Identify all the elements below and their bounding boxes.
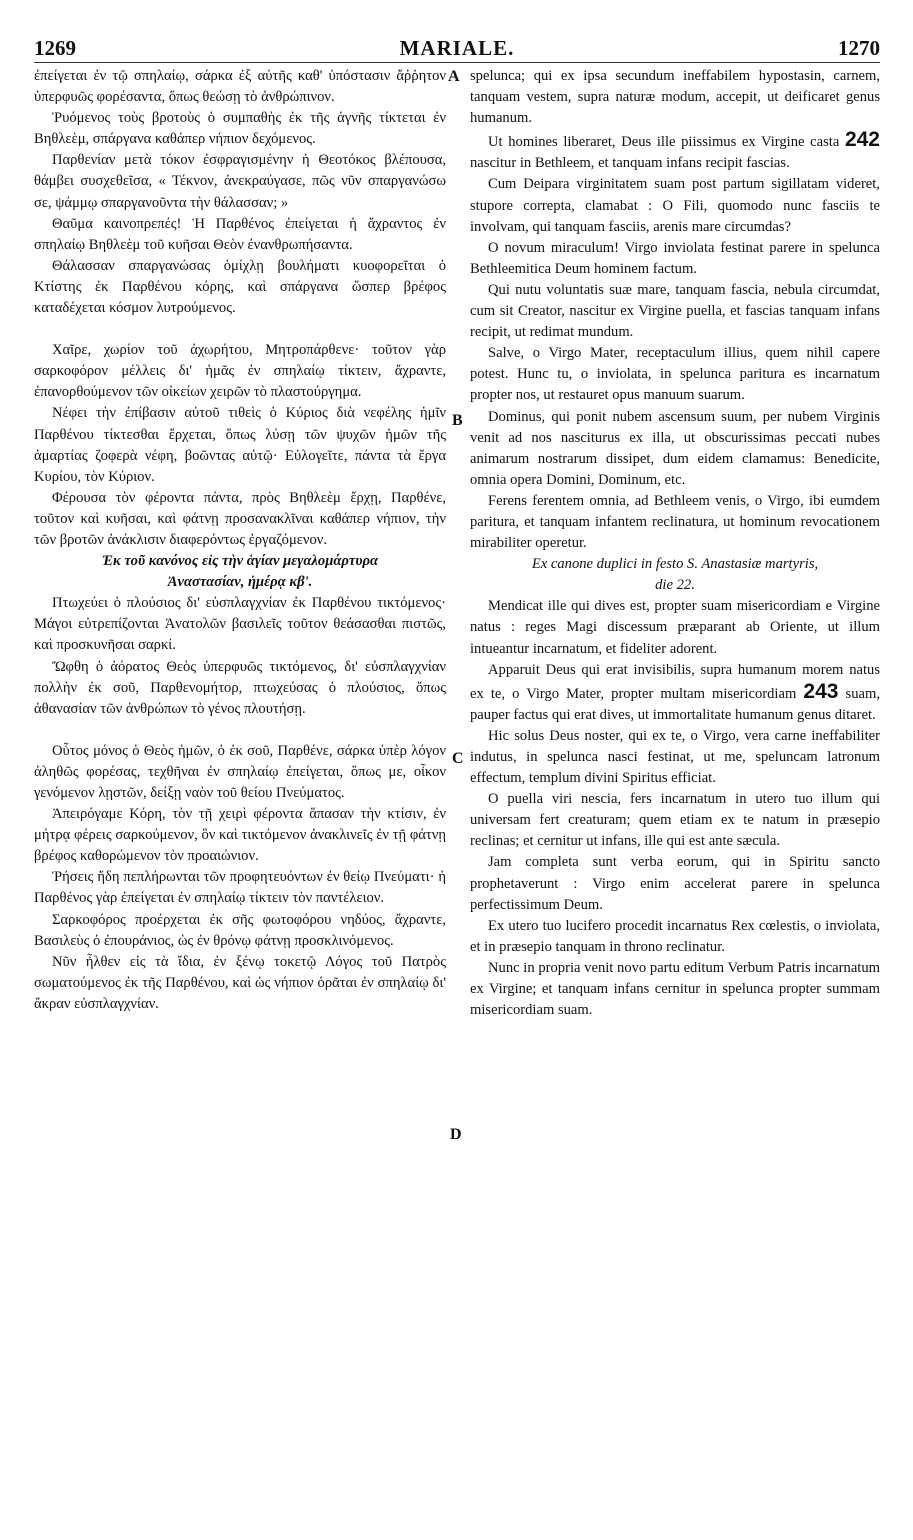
latin-paragraph: Cum Deipara virginitatem suam post partum sigillatam videret, stupore correpta, clamabat : O Fili, quomodo nunc fasciis te involvam, qui tanquam fasciis, arenis mare circumdas? [470,176,880,235]
greek-column [34,66,446,1015]
latin-paragraph: Ex utero tuo lucifero procedit incarnatus Rex cœlestis, o inviolata, et in præsepio tanquam in throno reclinatur. [470,917,880,955]
greek-paragraph: Ῥήσεις ἤδη πεπλήρωνται τῶν προφητευόντων ἐν θείῳ Πνεύματι· ἡ Παρθένος γὰρ ἐπείγεται ἐν σπηλαίῳ τίκτειν τὸν παντέλειον. [34,869,446,907]
latin-paragraph: O puella viri nescia, fers incarnatum in utero tuo illum qui universam fert creaturam; quem etiam ex te natum in præsepio reclinas; et cernitur ut infans, ille qui est ante sæcula. [470,791,880,850]
greek-section-heading-day: Ἀναστασίαν, ἡμέρᾳ κβ'. [167,574,313,591]
greek-paragraph: Ὤφθη ὁ ἀόρατος Θεὸς ὑπερφυῶς τικτόμενος, δι' εὐσπλαγχνίαν πολλὴν ἐκ σοῦ, Παρθενομήτορ, πτωχεύσας ὁ πλούσιος, ὅπως ἀθανασίαν τῶν ἀνθρώπων τὸ γένος πλουτήσῃ. [34,658,446,717]
page-header [34,36,880,60]
greek-paragraph: Χαῖρε, χωρίον τοῦ ἀχωρήτου, Μητροπάρθενε· τοῦτον γὰρ σαρκοφόρον μέλλεις δι' ἡμᾶς ἐν σπηλαίῳ τίκτειν, ἄχραντε, ἐπανορθούμενον τῶν οἰκείων χειρῶν τὸ πλαστούργημα. [34,342,446,401]
greek-paragraph: Ῥυόμενος τοὺς βροτοὺς ὁ συμπαθὴς ἐκ τῆς ἁγνῆς τίκτεται ἐν Βηθλεὲμ, σπάργανα καθάπερ νήπιον δεχόμενος. [34,110,446,148]
latin-paragraph: Jam completa sunt verba eorum, qui in Spiritu sancto prophetaverunt : Virgo enim accelerat parere in spelunca perfectissimum Deum. [470,854,880,913]
greek-paragraph: Φέρουσα τὸν φέροντα πάντα, πρὸς Βηθλεὲμ ἔρχῃ, Παρθένε, τοῦτον καὶ κυῆσαι, καὶ φάτνῃ προσανακλῖναι καθάπερ νήπιον, τὴν τῶν βροτῶν ἀνάκλισιν διαφερόντως ἐργαζόμενον. [34,489,446,548]
latin-text: nascitur in Bethleem, et tanquam infans recipit fascias. [470,155,790,172]
latin-paragraph: Dominus, qui ponit nubem ascensum suum, per nubem Virginis venit ad nos nasciturus ex illa, ut obscurissimas peccati nubes animarum nostrarum dissipet, dum eidem clamamus: Benedicite, omnia opera Domini, Dominum, etc. [470,408,880,488]
greek-paragraph: Σαρκοφόρος προέρχεται ἐκ σῆς φωτοφόρου νηδύος, ἄχραντε, Βασιλεὺς ὁ ἐπουράνιος, ὡς ἐν θρόνῳ φάτνῃ προσκλινόμενος. [34,911,446,949]
migne-column-number: 243 [803,679,839,703]
running-title: MARIALE. [399,36,515,60]
greek-paragraph: Παρθενίαν μετὰ τόκον ἐσφραγισμένην ἡ Θεοτόκος βλέπουσα, θάμβει συσχεθεῖσα, « Τέκνον, ἀνεκραύγασε, πῶς νῦν σπαργανώσω σε, ψάμμῳ σπαργανοῦντα τὴν θάλασσαν; » [34,152,446,211]
latin-paragraph [470,660,880,726]
greek-paragraph: Πτωχεύει ὁ πλούσιος δι' εὐσπλαγχνίαν ἐκ Παρθένου τικτόμενος· Μάγοι εὐτρεπίζονται Ἀνατολῶν βασιλεῖς τοῦτον θεάσασθαι πιστῶς, καὶ προσκυνῆσαι σαρκί. [34,595,446,654]
greek-paragraph: Οὗτος μόνος ὁ Θεὸς ἡμῶν, ὁ ἐκ σοῦ, Παρθένε, σάρκα ὑπὲρ λόγον ἀληθῶς φορέσας, τεχθῆναι ἐν σπηλαίῳ ἐπείγεται, ὅπως με, οἶκον γενόμενον λῃστῶν, δείξῃ ναὸν τοῦ θείου Πνεύματος. [34,742,446,801]
greek-paragraph: Θάλασσαν σπαργανώσας ὁμίχλῃ βουλήματι κυοφορεῖται ὁ Κτίστης ἐκ Παρθένου κόρης, καὶ σπάργανα ὥσπερ βρέφος καταδέχεται κόσμον λυτρούμενος. [34,257,446,317]
greek-paragraph: ἐπείγεται ἐν τῷ σπηλαίῳ, σάρκα ἐξ αὐτῆς καθ' ὑπόστασιν ἄῤῥητον ὑπερφυῶς φορέσαντα, ὅπως θεώσῃ τὸ ἀνθρώπινον. [34,68,446,106]
latin-section-heading: Ex canone duplici in festo S. Anastasiæ martyris, [531,556,819,573]
greek-paragraph: Ἀπειρόγαμε Κόρη, τὸν τῇ χειρὶ φέροντα ἅπασαν τὴν κτίσιν, ἐν μήτρᾳ φέρεις σαρκούμενον, ὃν καὶ τικτόμενον ἀνακλινεῖς ἐν τῇ φάτνῃ βρέφος καθορώμενον τὸν προαιώνιον. [34,806,446,865]
section-marker-c: C [452,750,464,767]
latin-text: suam, pauper factus qui erat dives, ut immortalitate humanum genus ditaret. [470,685,880,723]
latin-paragraph: Ferens ferentem omnia, ad Bethleem venis, o Virgo, ibi eumdem paritura, et tanquam infantem reclinatura, ut hominum revocationem mirabiliter operetur. [470,492,880,552]
section-marker-b: B [452,412,463,429]
latin-paragraph: Hic solus Deus noster, qui ex te, o Virgo, vera carne ineffabiliter indutus, in spelunca nasci festinat, ut me, speluncam latronum effectum, templum divini Spiritus efficiat. [470,727,880,787]
latin-text: Apparuit Deus qui erat invisibilis, supra humanum morem natus ex te, o Virgo Mater, propter multam misericordiam [470,661,880,702]
latin-paragraph [470,129,880,174]
greek-paragraph: Θαῦμα καινοπρεπές! Ἡ Παρθένος ἐπείγεται ἡ ἄχραντος ἐν σπηλαίῳ Βηθλεὲμ τοῦ κυῆσαι Θεὸν ἐνανθρωπήσαντα. [34,215,446,253]
latin-section-heading-day: die 22. [655,577,695,594]
greek-section-heading: Ἐκ τοῦ κανόνος εἰς τὴν ἁγίαν μεγαλομάρτυρα [101,553,379,570]
section-marker-d: D [450,1126,462,1143]
latin-paragraph: spelunca; qui ex ipsa secundum ineffabilem hypostasin, carnem, tanquam vestem, supra naturæ modum, accepit, ut deificaret genus humanum. [470,68,880,127]
latin-paragraph: O novum miraculum! Virgo inviolata festinat parere in spelunca Bethleemitica Deum hominem factum. [470,239,880,277]
migne-column-number: 242 [844,128,880,152]
section-marker-a: A [448,68,460,85]
latin-paragraph: Qui nutu voluntatis suæ mare, tanquam fascia, nebula circumdat, cum sit Creator, nascitur ex Virgine puella, et fascias tanquam infans recipit, ut redimat mundum. [470,281,880,341]
header-rule [34,62,880,63]
greek-paragraph: Νέφει τὴν ἐπίβασιν αὐτοῦ τιθεὶς ὁ Κύριος διὰ νεφέλης ἡμῖν Παρθένου τίκτεσθαι ἔρχεται, ὅπως λύσῃ τῶν ψυχῶν ἡμῶν τῆς ἁμαρτίας ζοφερὰ νέφη, βοῶντας αὐτῷ· Εὐλογεῖτε, πάντα τὰ ἔργα Κυρίου, τὸν Κύριον. [34,405,446,485]
greek-paragraph: Νῦν ἦλθεν εἰς τὰ ἴδια, ἐν ξένῳ τοκετῷ Λόγος τοῦ Πατρὸς σωματούμενος ἐκ τῆς Παρθένου, καὶ ὡς νήπιον ὁρᾶται ἐν σπηλαίῳ δι' ἄκραν εὐσπλαγχνίαν. [34,953,446,1012]
latin-paragraph: Nunc in propria venit novo partu editum Verbum Patris incarnatum ex Virgine; et tanquam infans cernitur in spelunca propter summam misericordiam suam. [470,959,880,1019]
latin-paragraph: Mendicat ille qui dives est, propter suam misericordiam e Virgine natus : reges Magi discessum præparant ab Oriente, ut illum intueantur incarnatum, et fideliter adorent. [470,598,880,657]
latin-paragraph: Salve, o Virgo Mater, receptaculum illius, quem nihil capere potest. Hunc tu, o inviolata, in spelunca paritura es incarnatum propter nos, ut restauret opus manuum suarum. [470,345,880,404]
left-page-number: 1269 [34,36,76,60]
right-page-number: 1270 [838,36,880,60]
latin-text: Ut homines liberaret, Deus ille piissimus ex Virgine casta [488,134,840,151]
latin-column [470,66,880,1021]
